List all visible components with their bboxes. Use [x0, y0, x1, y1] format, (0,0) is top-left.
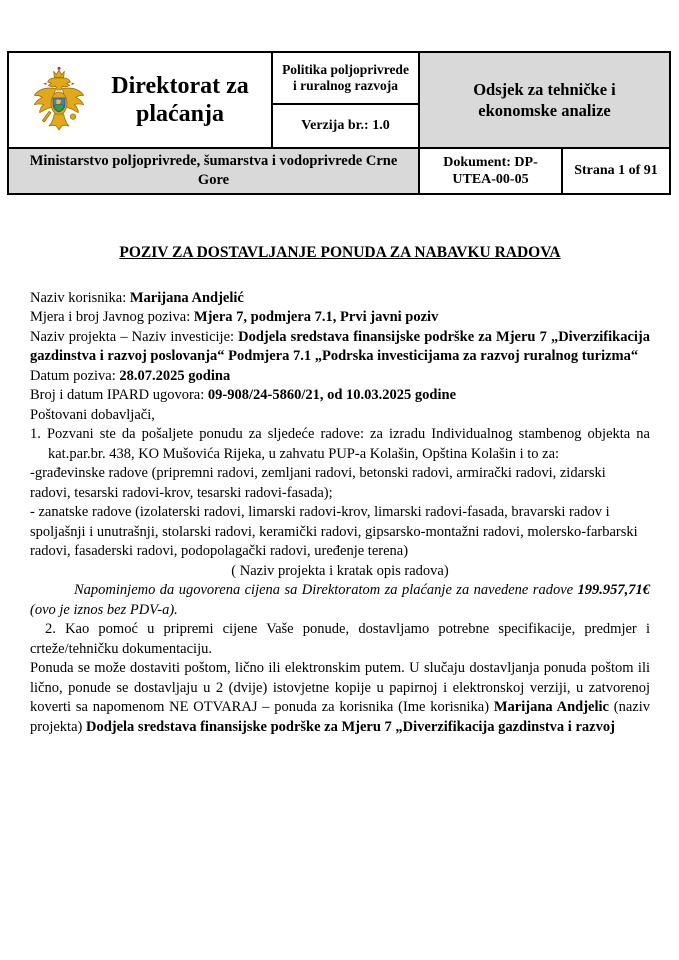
- header-row-top: [9, 53, 669, 147]
- meta-contract-label: Broj i datum IPARD ugovora:: [30, 387, 208, 403]
- meta-contract: [30, 386, 650, 406]
- document-body: [30, 243, 650, 737]
- works-craft: - zanatske radove (izolaterski radovi, limarski radovi-krov, limarski radovi-fasada, bravarski radov i spoljašnji i unutrašnji, stolarski radovi, keramički radovi, gipsarsko-montažni radovi, molersko-farbarski radovi, fasaderski radovi, podopolagački radovi, uređenje terena): [30, 504, 638, 559]
- meta-call: [30, 308, 650, 328]
- meta-beneficiary-value: Marijana Andjelić: [129, 289, 244, 306]
- meta-call-label: Mjera i broj Javnog poziva:: [30, 309, 194, 325]
- meta-beneficiary: [30, 289, 650, 309]
- paragraph-item1: 1. Pozvani ste da pošaljete ponudu za sljedeće radove: za izradu Individualnog stambenog objekta na kat.par.br. 438, KO Mušovića Rijeka, u zahvatu PUP-a Kolašin, Opština Kolašin i to za:: [30, 426, 650, 462]
- works-caption: ( Naziv projekta i kratak opis radova): [231, 562, 449, 579]
- price-note-post: (ovo je iznos bez PDV-a).: [30, 601, 178, 618]
- closing-beneficiary-name: Marijana Andjelic: [493, 699, 609, 715]
- closing-text-2: (naziv projekta): [30, 699, 650, 735]
- header-page-number: Strana 1 of 91: [574, 163, 658, 178]
- closing-project-name: Dodjela sredstava finansijske podrške za Mjeru 7 „Diverzifikacija gazdinstva i razvoj: [85, 718, 615, 735]
- salutation: Poštovani dobavljači,: [30, 406, 155, 423]
- header-document-number: Dokument: DP-UTEA-00-05: [420, 149, 563, 193]
- header-department-label: Odsjek za tehničke i ekonomske analize: [420, 53, 669, 147]
- header-cell-policy-version: [273, 53, 420, 147]
- montenegro-coat-of-arms-icon: [29, 66, 89, 134]
- meta-project: [30, 328, 650, 367]
- closing-paragraph: [30, 659, 650, 737]
- header-row-bottom: [9, 147, 669, 193]
- meta-call-value: Mjera 7, podmjera 7.1, Prvi javni poziv: [193, 309, 439, 325]
- meta-date-value: 28.07.2025 godina: [119, 367, 231, 384]
- works-construction: -građevinske radove (pripremni radovi, zemljani radovi, betonski radovi, armirački radovi, zidarski radovi, tesarski radovi-krov, tesarski radovi-fasada);: [30, 465, 606, 501]
- meta-beneficiary-label: Naziv korisnika:: [30, 289, 130, 306]
- header-ministry-label: Ministarstvo poljoprivrede, šumarstva i vodoprivrede Crne Gore: [9, 149, 420, 193]
- closing-text-1: Ponuda se može dostaviti poštom, lično ili elektronskim putem. U slučaju dostavljanja ponuda poštom ili lično, ponude se dostavljaju u 2 (dvije) istovjetne kopije u papirnoj i elektronskoj verziji, u zatvorenoj koverti sa napomenom NE OTVARAJ – ponuda za korisnika (Ime korisnika): [30, 660, 650, 715]
- document-title: POZIV ZA DOSTAVLJANJE PONUDA ZA NABAVKU RADOVA: [119, 244, 561, 261]
- meta-date-label: Datum poziva:: [30, 367, 120, 384]
- header-cell-directorate: [9, 53, 273, 147]
- paragraph-item2: 2. Kao pomoć u pripremi cijene Vaše ponude, dostavljamo potrebne specifikacije, predmjer i crteže/tehničku dokumentaciju.: [30, 621, 650, 657]
- price-note-amount: 199.957,71€: [577, 582, 650, 598]
- header-policy-label: Politika poljoprivrede i ruralnog razvoja: [273, 53, 418, 105]
- meta-project-value: Dodjela sredstava finansijske podrške za Mjeru 7 „Diverzifikacija gazdinstva i razvoj poslovanja“ Podmjera 7.1 „Podrska investicijama za razvoj ruralnog turizma“: [30, 328, 650, 364]
- price-note-pre: Napominjemo da ugovorena cijena sa Direktoratom za plaćanje za navedene radove: [74, 582, 578, 598]
- price-note: [30, 581, 650, 620]
- header-table: [7, 51, 671, 195]
- header-version-label: Verzija br.: 1.0: [301, 118, 390, 133]
- meta-project-label: Naziv projekta – Naziv investicije:: [30, 328, 239, 345]
- meta-block: [30, 289, 650, 406]
- meta-contract-value: 09-908/24-5860/21, od 10.03.2025 godine: [207, 387, 457, 403]
- meta-date: [30, 367, 650, 387]
- directorate-title: Direktorat za plaćanja: [111, 72, 249, 127]
